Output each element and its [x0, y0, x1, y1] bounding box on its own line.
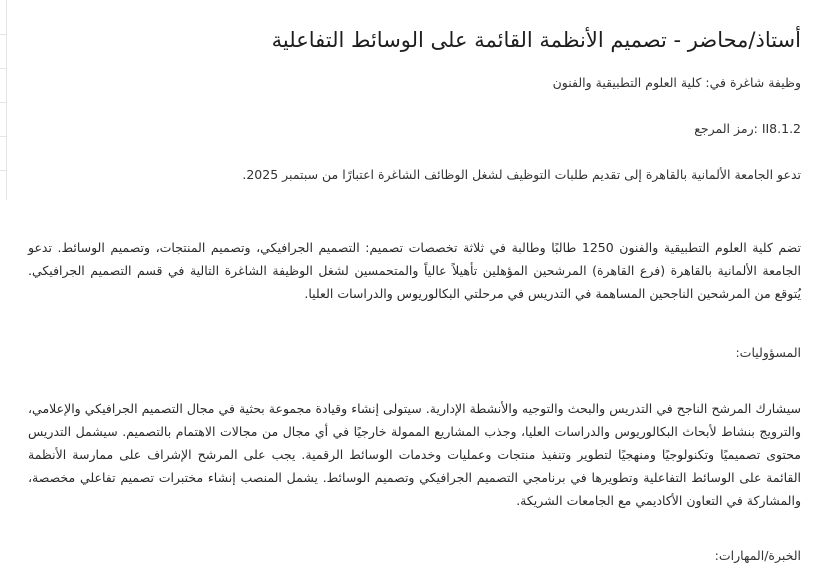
skills-heading: الخبرة/المهارات: [714, 548, 801, 563]
responsibilities-heading: المسؤوليات: [735, 345, 801, 360]
vacancy-faculty-line: وظيفة شاغرة في: كلية العلوم التطبيقية والفنون [552, 75, 801, 90]
reference-code: II8.1.2 :رمز المرجع [694, 121, 801, 136]
invitation-text: تدعو الجامعة الألمانية بالقاهرة إلى تقديم طلبات التوظيف لشغل الوظائف الشاغرة اعتبارًا من سبتمبر 2025. [242, 167, 801, 182]
intro-paragraph: تضم كلية العلوم التطبيقية والفنون 1250 طالبًا وطالبة في ثلاثة تخصصات تصميم: التصميم الجرافيكي، وتصميم المنتجات، وتصميم الوسائط. تدعو الجامعة الألمانية بالقاهرة (فرع القاهرة) المرشحين المؤهلين تأهيلاً عالياً والمتحمسين لشغل الوظيفة الشاغرة التالية في قسم التصميم الجرافيكي. يُتوقع من المرشحين الناجحين المساهمة في التدريس في مرحلتي البكالوريوس والدراسات العليا. [28, 240, 801, 301]
left-border-rule [0, 0, 7, 200]
job-title: أستاذ/محاضر - تصميم الأنظمة القائمة على الوسائط التفاعلية [271, 28, 801, 52]
responsibilities-paragraph: سيشارك المرشح الناجح في التدريس والبحث والتوجيه والأنشطة الإدارية. سيتولى إنشاء وقيادة مجموعة بحثية في مجال التصميم الجرافيكي والإعلامي، والترويج بنشاط لأبحاث البكالوريوس والدراسات العليا، وجذب المشاريع الممولة خارجيًا في أي مجال من مجالات الاهتمام بالتصميم. سيشمل التدريس محتوى تصميميًا وتكنولوجيًا ومنهجيًا لتطوير وتنفيذ منتجات وعمليات وخدمات الوسائط الرقمية. يجب على المرشح الإشراف على ممارسة الأنظمة القائمة على الوسائط التفاعلية وتطويرها في برنامجي التصميم الجرافيكي وتصميم الوسائط. يشمل المنصب إنشاء مختبرات تصميم تفاعلي مخصصة، والمشاركة في التعاون الأكاديمي مع الجامعات الشريكة. [28, 401, 801, 508]
